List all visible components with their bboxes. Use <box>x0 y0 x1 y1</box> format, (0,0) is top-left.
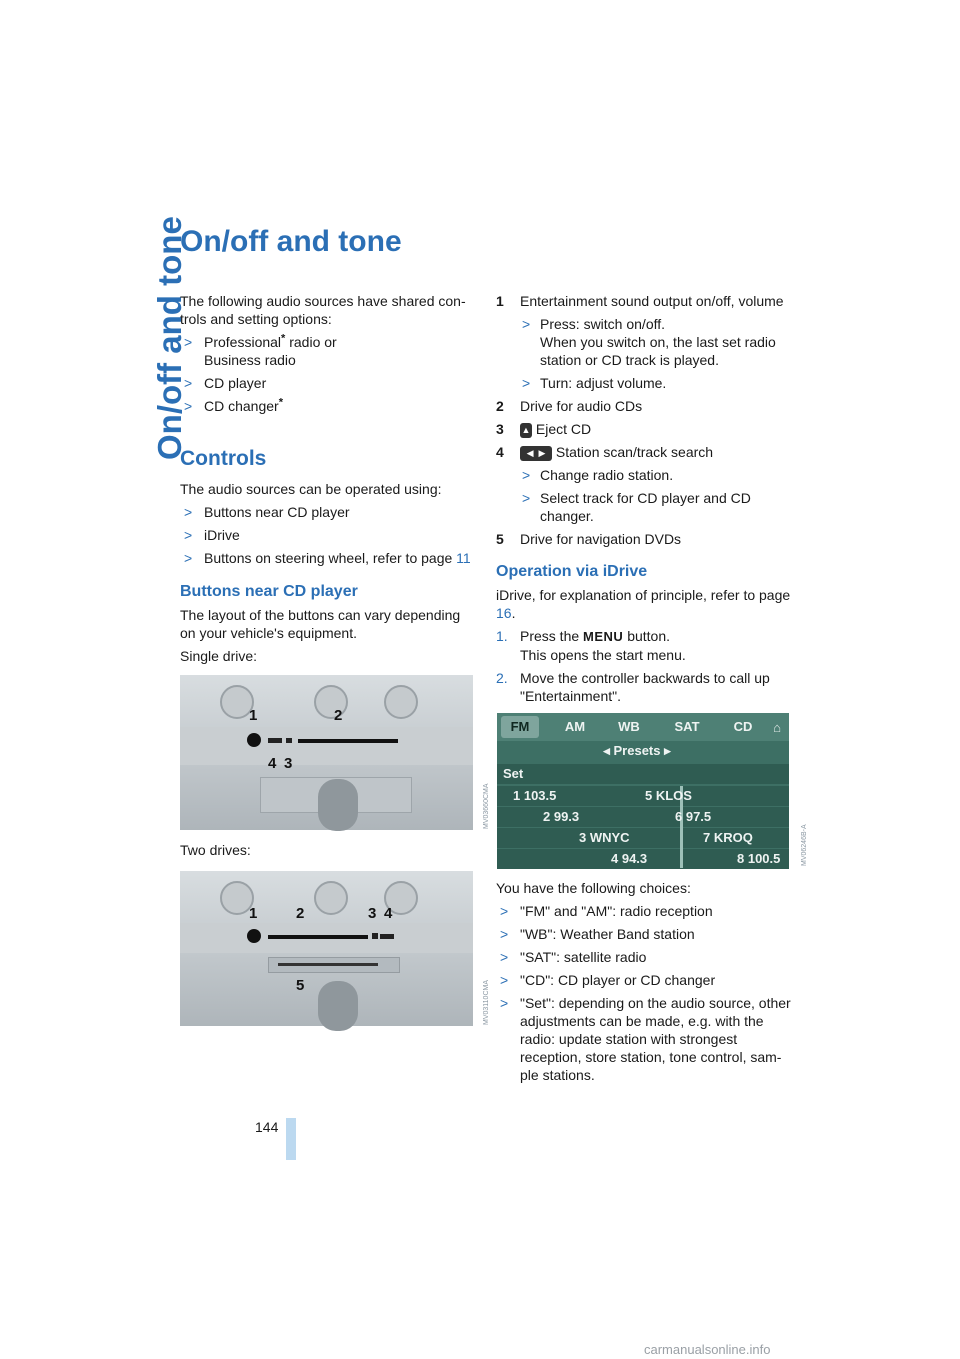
callout-3: 3 <box>368 905 377 922</box>
left-column <box>180 292 476 415</box>
numbered-item: 1 Entertainment sound output on/off, volume <box>496 293 784 309</box>
callout-1: 1 <box>249 707 258 724</box>
sub-item: > Select track for CD player and CD changer. <box>496 489 796 525</box>
controls-heading: Controls <box>180 447 267 470</box>
callout-5: 5 <box>296 977 305 994</box>
arrow-left-icon: ◂ <box>603 743 610 758</box>
arrow-right-icon: ▸ <box>664 743 671 758</box>
cd-slot <box>298 739 398 743</box>
step-item: 2. Move the controller backwards to call up "Entertainment". <box>496 670 770 704</box>
station-6[interactable]: 6 97.5 <box>675 809 712 824</box>
watermark: carmanualsonline.info <box>644 1342 771 1357</box>
scan-arrows-icon: ◀ ▶ <box>520 446 552 461</box>
intro-text: The following audio sources have shared con- trols and setting options: <box>180 293 466 327</box>
idrive-section <box>496 562 796 705</box>
buttons-near-text: The layout of the buttons can vary depending on your vehicle's equipment. <box>180 607 461 641</box>
knob-center <box>314 881 348 915</box>
knob-center <box>314 685 348 719</box>
choice-item: > "SAT": satellite radio <box>496 948 796 966</box>
choice-item: > "CD": CD player or CD changer <box>496 971 796 989</box>
dvd-slot <box>278 963 378 966</box>
choices-section <box>496 879 796 1084</box>
set-row[interactable] <box>497 764 789 784</box>
tab-cd[interactable]: CD <box>733 719 753 734</box>
callout-1: 1 <box>249 905 258 922</box>
menu-key-icon: MENU <box>583 629 624 644</box>
presets-selector[interactable]: ◂ Presets ▸ <box>603 743 671 758</box>
station-7[interactable]: 7 KROQ <box>703 830 753 845</box>
tab-wb[interactable]: WB <box>618 719 640 734</box>
callout-2: 2 <box>334 707 343 724</box>
sub-item: > Press: switch on/off. When you switch on, the last set radio station or CD track is played. <box>496 315 796 369</box>
station-2[interactable]: 2 99.3 <box>543 809 580 824</box>
step-item: 1. Press the MENU button. This opens the start menu. <box>496 628 686 663</box>
eject-icon: ▲ <box>520 423 532 438</box>
eject-button <box>286 738 292 743</box>
tab-am[interactable]: AM <box>564 719 586 734</box>
single-drive-photo <box>180 675 490 830</box>
cd-slot <box>268 935 368 939</box>
two-drives-photo <box>180 871 490 1026</box>
page-bar <box>286 1118 296 1160</box>
buttons-near-heading: Buttons near CD player <box>180 583 358 600</box>
intro-item: > Professional* radio or Business radio <box>180 333 476 369</box>
station-1[interactable]: 1 103.5 <box>513 788 557 803</box>
screen-code: MV06246B-A <box>801 824 808 866</box>
eject-button <box>372 933 378 939</box>
page-ref-link[interactable]: 16 <box>496 605 512 621</box>
side-running-title <box>96 216 188 460</box>
home-icon[interactable]: ⌂ <box>773 720 781 735</box>
station-4[interactable]: 4 94.3 <box>611 851 648 866</box>
controls-item: > Buttons near CD player <box>180 503 476 521</box>
callout-4: 4 <box>268 755 277 772</box>
idrive-heading: Operation via iDrive <box>496 563 648 580</box>
two-drives-label: Two drives: <box>180 842 251 858</box>
callout-2: 2 <box>296 905 305 922</box>
controls-section <box>180 446 476 567</box>
tab-fm[interactable]: FM <box>501 716 539 738</box>
buttons-near-section <box>180 582 476 665</box>
numbered-item: 2 Drive for audio CDs <box>496 398 643 414</box>
station-8[interactable]: 8 100.5 <box>737 851 781 866</box>
power-knob <box>247 733 261 747</box>
station-5[interactable]: 5 KLOS <box>645 788 692 803</box>
controls-item: > iDrive <box>180 526 476 544</box>
callout-4: 4 <box>384 905 393 922</box>
single-drive-label: Single drive: <box>180 648 258 664</box>
choices-text: You have the following choices: <box>496 880 691 896</box>
page-ref-link[interactable]: 11 <box>456 550 471 566</box>
knob-right <box>384 685 418 719</box>
idrive-screen <box>497 713 789 868</box>
sub-item: > Change radio station. <box>496 466 796 484</box>
controls-item: > Buttons on steering wheel, refer to page 11 <box>180 549 476 567</box>
gear-lever <box>318 779 358 831</box>
image-code-2: MV03110CMA <box>483 979 490 1025</box>
page-title: On/off and tone <box>180 225 402 258</box>
sub-item: > Turn: adjust volume. <box>496 374 796 392</box>
intro-item: > CD changer* <box>180 397 476 415</box>
power-knob <box>247 929 261 943</box>
scan-button <box>268 738 282 743</box>
numbered-list <box>496 292 796 548</box>
numbered-item: 4 ◀ ▶ Station scan/track search <box>496 444 714 460</box>
numbered-item: 3 ▲ Eject CD <box>496 421 592 437</box>
set-label: Set <box>503 766 524 781</box>
idrive-text: iDrive, for explanation of principle, refer to page 16. <box>496 587 791 621</box>
side-title-text: On/off and tone <box>151 216 188 460</box>
gear-lever <box>318 981 358 1031</box>
choice-item: > "WB": Weather Band station <box>496 925 796 943</box>
station-row <box>497 807 789 827</box>
controls-text: The audio sources can be operated using: <box>180 481 442 497</box>
intro-item: > CD player <box>180 374 476 392</box>
page-number: 144 <box>255 1119 279 1135</box>
callout-3: 3 <box>284 755 293 772</box>
tab-sat[interactable]: SAT <box>674 719 700 734</box>
choice-item: > "Set": depending on the audio source, other adjustments can be made, e.g. with the radio: update station with strongest reception, store station, tone control, sam- ple stations. <box>496 994 796 1084</box>
cd-panel <box>180 727 473 765</box>
station-3[interactable]: 3 WNYC <box>579 830 630 845</box>
image-code-1: MV03660CMA <box>483 783 490 829</box>
choice-item: > "FM" and "AM": radio reception <box>496 902 796 920</box>
numbered-item: 5 Drive for navigation DVDs <box>496 531 682 547</box>
scan-button <box>380 934 394 939</box>
